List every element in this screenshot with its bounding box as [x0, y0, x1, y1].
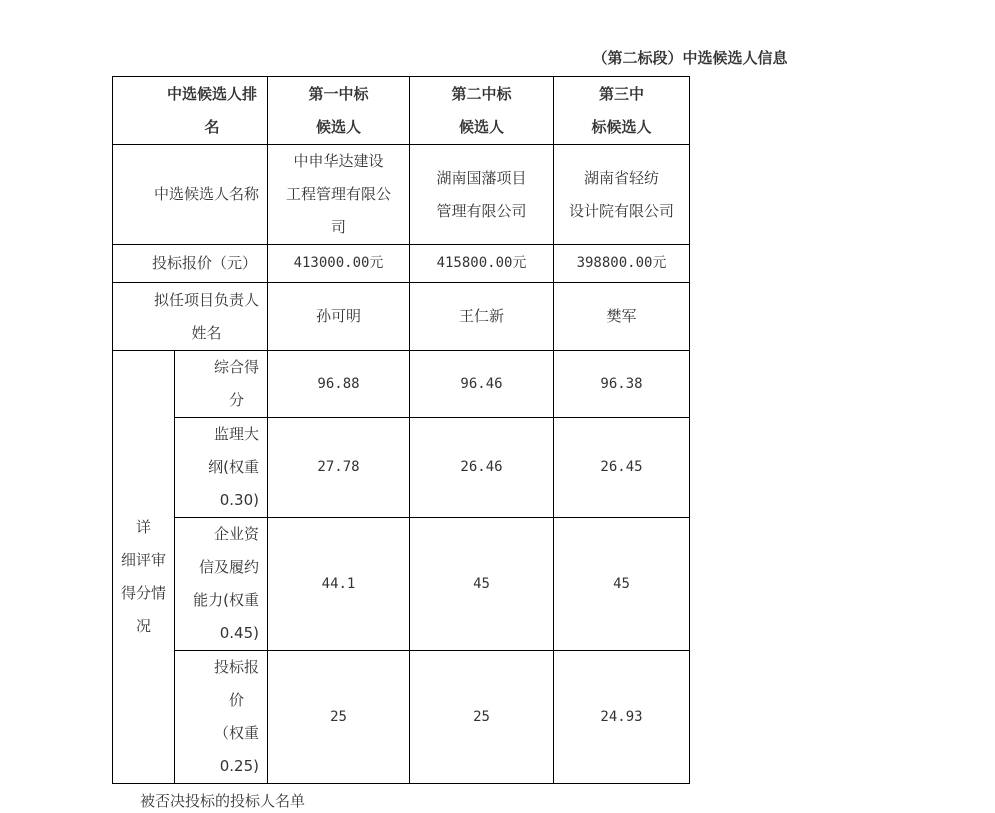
table-row	[113, 651, 690, 784]
header-first-cell	[268, 77, 410, 145]
cell-value: 25	[330, 708, 347, 725]
table-row	[113, 245, 690, 283]
sub-label-line: （权重	[213, 724, 259, 742]
header-first-line: 第一中标	[308, 84, 369, 103]
cell-value: 45	[473, 575, 490, 592]
second-price-score-cell	[410, 651, 554, 784]
sub-label-line: 0.45)	[219, 624, 259, 642]
row-label-line: 拟任项目负责人	[153, 290, 259, 309]
sub-label-line: 分	[228, 391, 244, 409]
table-row	[113, 145, 690, 245]
row-label-line: 姓名	[191, 323, 222, 342]
cell-line: 湖南省轻纺	[583, 168, 659, 187]
first-manager-cell	[268, 283, 410, 351]
cell-line: 管理有限公司	[436, 201, 527, 220]
sub-label-line: 投标报	[213, 658, 259, 676]
cell-value: 96.46	[460, 375, 503, 392]
row-label-manager	[113, 283, 268, 351]
cell-line: 司	[330, 218, 346, 236]
header-first-line: 候选人	[315, 117, 361, 136]
table-row	[113, 418, 690, 518]
cell-value: 24.93	[600, 708, 643, 725]
third-price-cell	[554, 245, 690, 283]
detail-group-line: 得分情	[120, 584, 166, 602]
cell-value: 王仁新	[458, 307, 504, 325]
candidate-table	[112, 76, 690, 784]
table-row	[113, 351, 690, 418]
third-ability-cell	[554, 518, 690, 651]
cell-value: 96.88	[317, 375, 360, 392]
cell-value: 26.45	[600, 459, 643, 475]
sub-label-line: 纲(权重	[208, 458, 259, 476]
detail-group-line: 细评审	[120, 551, 166, 569]
cell-value: 孙可明	[315, 307, 361, 325]
cell-value: 27.78	[317, 459, 360, 475]
cell-line: 湖南国藩项目	[436, 168, 527, 187]
second-name-cell	[410, 145, 554, 245]
table-row	[113, 283, 690, 351]
sub-label-line: 0.30)	[219, 491, 259, 509]
cell-value: 96.38	[600, 375, 643, 392]
header-rank-line: 中选候选人排	[166, 84, 257, 103]
cell-value: 413000.00元	[293, 255, 384, 271]
sub-label-outline	[175, 418, 268, 518]
footnote: 被否决投标的投标人名单	[140, 792, 306, 810]
second-outline-cell	[410, 418, 554, 518]
sub-label-line: 企业资	[213, 525, 259, 543]
second-ability-cell	[410, 518, 554, 651]
third-outline-cell	[554, 418, 690, 518]
first-price-cell	[268, 245, 410, 283]
second-total-cell	[410, 351, 554, 418]
third-manager-cell	[554, 283, 690, 351]
cell-value: 樊军	[606, 307, 637, 325]
header-rank-cell	[113, 77, 268, 145]
third-name-cell	[554, 145, 690, 245]
row-label-name	[113, 145, 268, 245]
first-name-cell	[268, 145, 410, 245]
row-label-price	[113, 245, 268, 283]
third-total-cell	[554, 351, 690, 418]
detail-group-line: 况	[135, 617, 151, 635]
third-price-score-cell	[554, 651, 690, 784]
sub-label-line: 能力(权重	[193, 591, 259, 609]
first-outline-cell	[268, 418, 410, 518]
sub-label-line: 监理大	[213, 425, 259, 443]
cell-line: 工程管理有限公	[285, 185, 391, 203]
header-second-line: 第二中标	[451, 84, 512, 103]
cell-value: 45	[613, 575, 630, 592]
cell-value: 25	[473, 708, 490, 725]
sub-label-price-score	[175, 651, 268, 784]
header-third-line: 第三中	[598, 84, 644, 103]
header-rank-line: 名	[204, 117, 220, 136]
second-price-cell	[410, 245, 554, 283]
sub-label-line: 信及履约	[198, 558, 259, 576]
page-title: （第二标段）中选候选人信息	[592, 49, 788, 67]
header-second-line: 候选人	[458, 117, 504, 136]
cell-value: 398800.00元	[576, 255, 667, 271]
first-ability-cell	[268, 518, 410, 651]
row-label: 中选候选人名称	[153, 185, 259, 203]
sub-label-line: 综合得	[213, 358, 259, 376]
cell-line: 设计院有限公司	[568, 201, 674, 220]
cell-value: 26.46	[460, 459, 503, 475]
sub-label-line: 价	[228, 691, 244, 709]
header-third-cell	[554, 77, 690, 145]
sub-label-total	[175, 351, 268, 418]
first-total-cell	[268, 351, 410, 418]
detail-group-line: 详	[135, 518, 151, 536]
row-label: 投标报价（元）	[151, 254, 257, 272]
header-third-line: 标候选人	[591, 117, 652, 136]
sub-label-ability	[175, 518, 268, 651]
table-row	[113, 518, 690, 651]
sub-label-line: 0.25)	[219, 757, 259, 775]
cell-value: 44.1	[321, 575, 356, 592]
first-price-score-cell	[268, 651, 410, 784]
header-row	[113, 77, 690, 145]
cell-line: 中申华达建设	[293, 152, 384, 170]
detail-group-label	[113, 351, 175, 784]
header-second-cell	[410, 77, 554, 145]
second-manager-cell	[410, 283, 554, 351]
cell-value: 415800.00元	[436, 255, 527, 271]
